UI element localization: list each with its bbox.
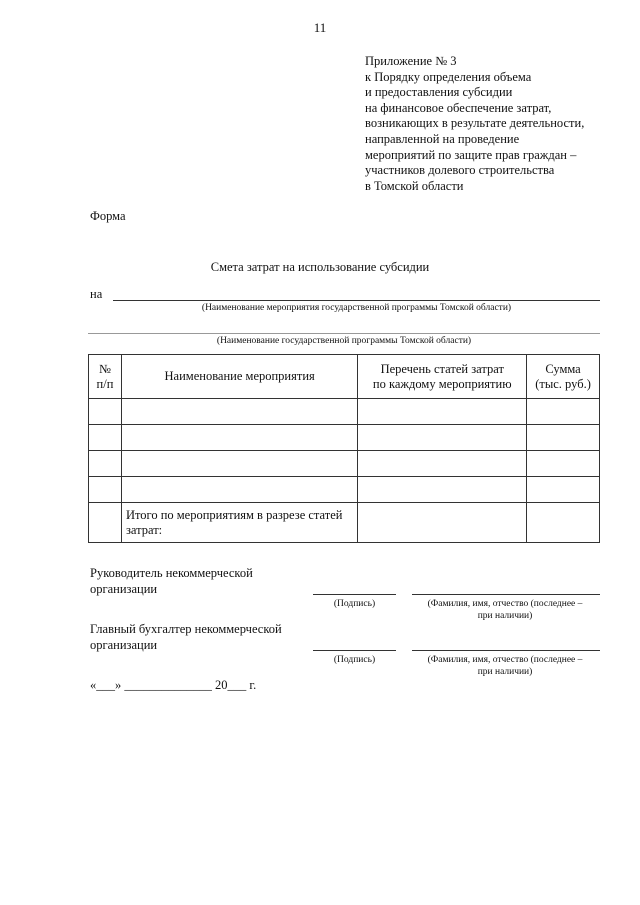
accountant-name-caption-line: при наличии) bbox=[477, 667, 533, 677]
table-cell[interactable] bbox=[89, 425, 122, 451]
head-signature-caption: (Подпись) bbox=[333, 599, 376, 609]
table-cell[interactable] bbox=[358, 503, 527, 543]
table-cell[interactable] bbox=[121, 399, 357, 425]
total-label-line: затрат: bbox=[125, 522, 163, 537]
total-label bbox=[121, 503, 357, 543]
table-cell[interactable] bbox=[358, 477, 527, 503]
table-cell[interactable] bbox=[527, 503, 600, 543]
table-cell[interactable] bbox=[527, 477, 600, 503]
appendix-line: на финансовое обеспечение затрат, bbox=[365, 100, 552, 115]
cost-table bbox=[88, 354, 600, 543]
head-signature-label bbox=[90, 566, 253, 597]
table-header-row bbox=[89, 355, 600, 399]
table-cell[interactable] bbox=[89, 451, 122, 477]
head-label-line: организации bbox=[90, 581, 158, 596]
table-row bbox=[89, 477, 600, 503]
table-row bbox=[89, 399, 600, 425]
table-cell[interactable] bbox=[527, 425, 600, 451]
table-row bbox=[89, 425, 600, 451]
head-name-field[interactable] bbox=[412, 594, 600, 595]
header-number bbox=[89, 355, 122, 399]
head-name-caption bbox=[405, 598, 605, 622]
program-name-field[interactable] bbox=[88, 333, 600, 334]
table-cell[interactable] bbox=[358, 399, 527, 425]
header-cost-items-line: по каждому мероприятию bbox=[372, 376, 512, 391]
appendix-line: возникающих в результате деятельности, bbox=[365, 116, 585, 131]
table-cell[interactable] bbox=[358, 425, 527, 451]
accountant-name-caption-line: (Фамилия, имя, отчество (последнее – bbox=[427, 655, 583, 665]
event-name-caption: (Наименование мероприятия государственной программы Томской области) bbox=[201, 303, 512, 313]
date-field[interactable]: «___» ______________ 20___ г. bbox=[90, 678, 257, 692]
appendix-header bbox=[365, 54, 584, 194]
header-cost-items bbox=[358, 355, 527, 399]
header-number-line: № bbox=[99, 361, 111, 376]
table-cell[interactable] bbox=[121, 451, 357, 477]
header-number-line: п/п bbox=[96, 376, 114, 391]
appendix-line: к Порядку определения объема bbox=[365, 69, 532, 84]
appendix-line: Приложение № 3 bbox=[365, 54, 457, 68]
document-title: Смета затрат на использование субсидии bbox=[210, 260, 430, 274]
accountant-name-caption bbox=[405, 654, 605, 678]
table-cell[interactable] bbox=[121, 425, 357, 451]
accountant-signature-caption: (Подпись) bbox=[333, 655, 376, 665]
page-number: 11 bbox=[313, 20, 327, 35]
appendix-line: и предоставления субсидии bbox=[365, 85, 513, 100]
program-name-caption: (Наименование государственной программы Томской области) bbox=[216, 336, 472, 346]
accountant-signature-field[interactable] bbox=[313, 650, 396, 651]
header-sum-line: Сумма bbox=[545, 361, 581, 376]
table-cell[interactable] bbox=[358, 451, 527, 477]
form-label: Форма bbox=[90, 209, 126, 223]
appendix-line: участников долевого строительства bbox=[365, 163, 555, 178]
head-signature-field[interactable] bbox=[313, 594, 396, 595]
head-name-caption-line: при наличии) bbox=[477, 611, 533, 621]
table-cell[interactable] bbox=[89, 477, 122, 503]
accountant-label-line: организации bbox=[90, 637, 158, 652]
header-sum bbox=[527, 355, 600, 399]
head-name-caption-line: (Фамилия, имя, отчество (последнее – bbox=[427, 599, 583, 609]
header-sum-line: (тыс. руб.) bbox=[535, 376, 591, 391]
header-event-name: Наименование мероприятия bbox=[121, 355, 357, 399]
table-cell[interactable] bbox=[89, 399, 122, 425]
appendix-line: направленной на проведение bbox=[365, 131, 520, 146]
table-cell[interactable] bbox=[89, 503, 122, 543]
header-cost-items-line: Перечень статей затрат bbox=[380, 361, 504, 376]
table-cell[interactable] bbox=[527, 399, 600, 425]
event-name-field[interactable] bbox=[113, 300, 600, 301]
table-cell[interactable] bbox=[121, 477, 357, 503]
appendix-line: мероприятий по защите прав граждан – bbox=[365, 147, 577, 162]
appendix-line: в Томской области bbox=[365, 178, 464, 193]
total-label-line: Итого по мероприятиям в разрезе статей bbox=[125, 507, 343, 522]
na-label: на bbox=[90, 287, 103, 301]
table-total-row bbox=[89, 503, 600, 543]
head-label-line: Руководитель некоммерческой bbox=[90, 566, 253, 580]
table-row bbox=[89, 451, 600, 477]
table-cell[interactable] bbox=[527, 451, 600, 477]
accountant-label-line: Главный бухгалтер некоммерческой bbox=[90, 622, 282, 636]
accountant-name-field[interactable] bbox=[412, 650, 600, 651]
accountant-signature-label bbox=[90, 622, 282, 653]
